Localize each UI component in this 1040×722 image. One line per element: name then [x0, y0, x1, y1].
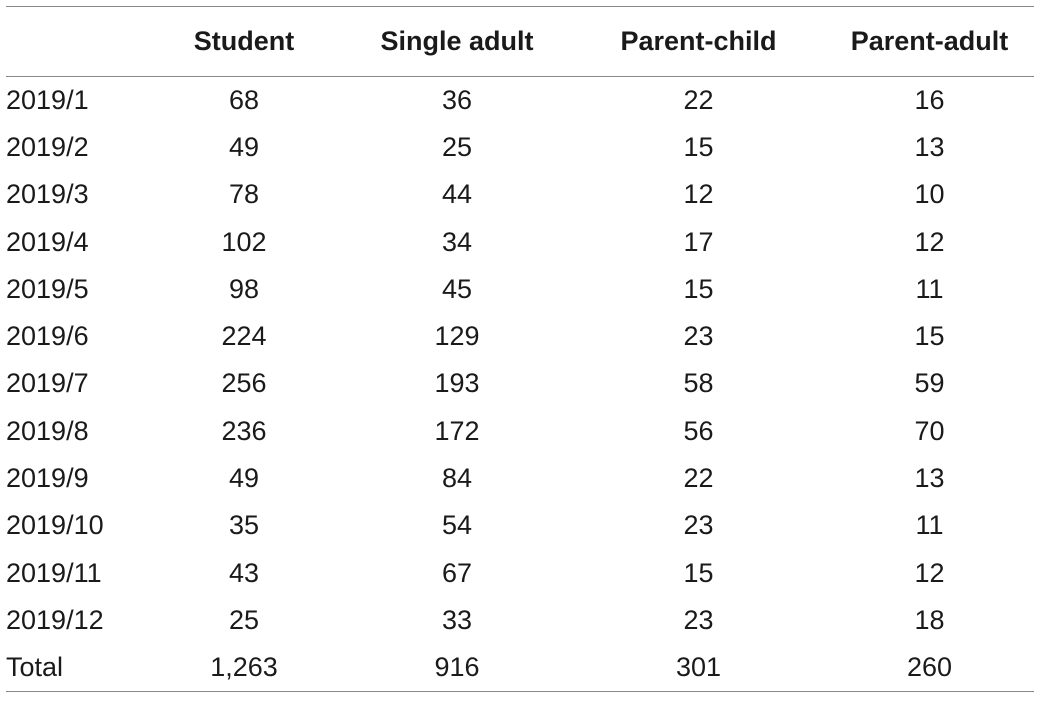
cell-parent-child: 15: [683, 273, 714, 304]
cell-single-adult: 129: [434, 321, 480, 352]
cell-student: 49: [228, 463, 260, 494]
cell-parent-adult: 11: [915, 510, 944, 541]
row-label: 2019/3: [6, 179, 89, 210]
table-row: [6, 266, 1034, 313]
row-label: 2019/2: [6, 131, 89, 162]
cell-single-adult: 172: [434, 415, 480, 446]
table-row: [6, 360, 1034, 407]
cell-parent-adult: 260: [906, 651, 953, 682]
cell-single-adult: 33: [441, 604, 473, 635]
cell-single-adult: 25: [441, 131, 473, 162]
cell-parent-adult: 12: [914, 226, 945, 257]
table-row: [6, 408, 1034, 455]
table-row: [6, 502, 1034, 549]
cell-parent-adult: 13: [914, 463, 945, 494]
cell-parent-adult: 59: [914, 368, 945, 399]
cell-student: 49: [228, 131, 260, 162]
cell-parent-child: 22: [683, 463, 714, 494]
total-row: [6, 644, 1034, 691]
table-row: [6, 549, 1034, 596]
cell-parent-adult: 18: [914, 604, 945, 635]
table-row: [6, 455, 1034, 502]
table-row: [6, 77, 1034, 124]
row-label: 2019/12: [6, 604, 104, 635]
cell-single-adult: 44: [441, 179, 473, 210]
table-row: [6, 171, 1034, 218]
cell-parent-child: 23: [683, 604, 714, 635]
cell-single-adult: 916: [434, 651, 480, 682]
cell-parent-child: 22: [683, 84, 714, 115]
column-header-parent-adult: Parent-adult: [850, 26, 1009, 56]
cell-single-adult: 84: [441, 463, 473, 494]
table-row: [6, 124, 1034, 171]
cell-parent-child: 56: [683, 415, 714, 446]
row-label: 2019/9: [6, 463, 89, 494]
cell-parent-adult: 12: [914, 557, 945, 588]
cell-parent-child: 23: [683, 510, 714, 541]
table-row: [6, 597, 1034, 644]
row-label: 2019/5: [6, 273, 89, 304]
column-header-single-adult: Single adult: [380, 26, 534, 56]
cell-parent-child: 12: [683, 179, 714, 210]
header-row: [6, 7, 1034, 77]
table-body: [6, 77, 1034, 692]
cell-student: 25: [228, 604, 260, 635]
cell-parent-adult: 13: [914, 131, 945, 162]
cell-single-adult: 193: [434, 368, 480, 399]
column-header-student: Student: [193, 26, 295, 56]
cell-single-adult: 34: [441, 226, 473, 257]
cell-student: 68: [228, 84, 260, 115]
row-label: Total: [6, 651, 64, 682]
cell-student: 35: [228, 510, 260, 541]
cell-parent-adult: 15: [914, 321, 945, 352]
data-table: [6, 6, 1034, 692]
cell-student: 43: [228, 557, 260, 588]
column-header-parent-child: Parent-child: [620, 26, 777, 56]
cell-parent-child: 23: [683, 321, 714, 352]
table-row: [6, 313, 1034, 360]
cell-student: 224: [221, 321, 267, 352]
row-label: 2019/10: [6, 510, 104, 541]
row-label: 2019/11: [6, 557, 102, 588]
cell-student: 98: [228, 273, 260, 304]
cell-parent-child: 15: [683, 131, 714, 162]
table-header: [6, 7, 1034, 77]
cell-student: 78: [228, 179, 260, 210]
cell-parent-child: 15: [683, 557, 714, 588]
row-label: 2019/1: [6, 84, 89, 115]
cell-single-adult: 54: [441, 510, 473, 541]
cell-parent-adult: 10: [914, 179, 945, 210]
table-row: [6, 218, 1034, 265]
cell-parent-adult: 11: [915, 273, 944, 304]
cell-student: 1,263: [210, 651, 278, 682]
cell-single-adult: 36: [441, 84, 473, 115]
cell-student: 236: [221, 415, 267, 446]
row-label: 2019/4: [6, 226, 89, 257]
row-label: 2019/7: [6, 368, 89, 399]
row-label: 2019/8: [6, 415, 89, 446]
cell-parent-child: 301: [675, 651, 722, 682]
cell-single-adult: 45: [441, 273, 473, 304]
cell-student: 256: [221, 368, 267, 399]
cell-parent-child: 17: [683, 226, 714, 257]
cell-parent-adult: 70: [914, 415, 945, 446]
column-header-period: [6, 7, 146, 77]
cell-parent-adult: 16: [914, 84, 945, 115]
cell-parent-child: 58: [683, 368, 714, 399]
cell-student: 102: [221, 226, 267, 257]
cell-single-adult: 67: [441, 557, 473, 588]
row-label: 2019/6: [6, 321, 89, 352]
